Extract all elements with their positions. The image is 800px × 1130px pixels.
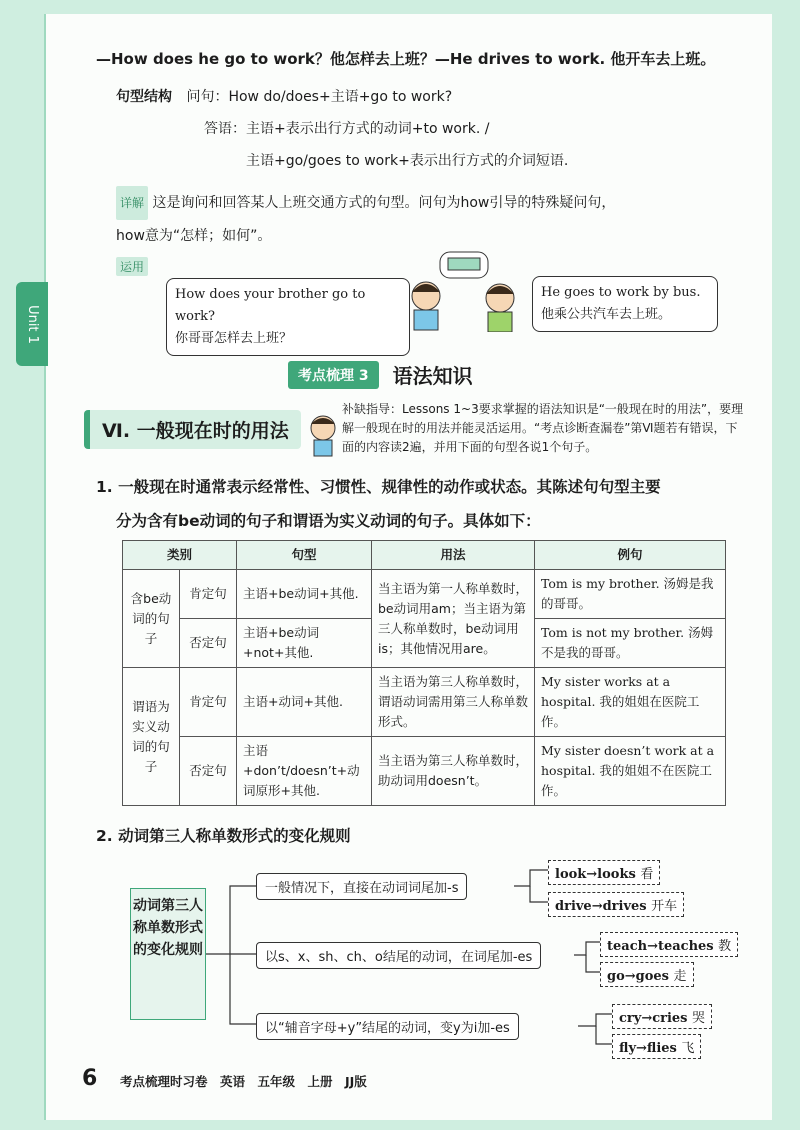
pattern-cell: 主语+动词+其他.	[237, 668, 372, 737]
use-tag: 运用	[116, 257, 148, 276]
page-number: 6	[82, 1066, 98, 1091]
rule-1: 一般情况下，直接在动词词尾加-s	[256, 873, 467, 900]
speech-bubble-left: How does your brother go to work? 你哥哥怎样去上班？	[166, 278, 410, 356]
pattern-cell: 主语+don’t/doesn’t+动词原形+其他.	[237, 737, 372, 806]
rule-3: 以“辅音字母+y”结尾的动词，变y为i加-es	[256, 1013, 519, 1040]
pattern-cell: 主语+be动词+其他.	[237, 570, 372, 619]
structure-question: 句型结构 问句：How do/does+主语+go to work?	[116, 89, 453, 105]
example-cell: Tom is not my brother. 汤姆不是我的哥哥。	[535, 619, 726, 668]
example-drive: drive→drives 开车	[548, 892, 684, 917]
kind-cell: 否定句	[180, 737, 237, 806]
rule-root-box: 动词第三人称单数形式的变化规则	[130, 888, 206, 1020]
footer-text: 考点梳理时习卷 英语 五年级 上册 JJ版	[120, 1074, 367, 1089]
section-title: 语法知识	[392, 364, 473, 388]
item5-heading: —How does he go to work？他怎样去上班？—He drives to work. 他开车去上班。	[96, 50, 716, 68]
example-cell: My sister doesn’t work at a hospital. 我的姐姐不在医院工作。	[535, 737, 726, 806]
usage-cell: 当主语为第三人称单数时，助动词用doesn’t。	[372, 737, 535, 806]
section-badge: 考点梳理 3	[288, 361, 379, 389]
example-cell: My sister works at a hospital. 我的姐姐在医院工作。	[535, 668, 726, 737]
rule-2: 以s、x、sh、ch、o结尾的动词，在词尾加-es	[256, 942, 541, 969]
usage-cell: 当主语为第三人称单数时，谓语动词需用第三人称单数形式。	[372, 668, 535, 737]
th-pattern: 句型	[237, 541, 372, 570]
speech-bubble-right: He goes to work by bus. 他乘公共汽车去上班。	[532, 276, 718, 332]
th-category: 类别	[123, 541, 237, 570]
example-cell: Tom is my brother. 汤姆是我的哥哥。	[535, 570, 726, 619]
point2-title: 2. 动词第三人称单数形式的变化规则	[96, 827, 351, 845]
example-cry: cry→cries 哭	[612, 1004, 712, 1029]
point1-text: 1. 一般现在时通常表示经常性、习惯性、规律性的动作或状态。其陈述句句型主要 分为含有be动词的句子和谓语为实义动词的句子。具体如下：	[96, 478, 661, 530]
pattern-cell: 主语+be动词+not+其他.	[237, 619, 372, 668]
group-be: 含be动词的句子	[123, 570, 180, 668]
structure-label: 句型结构	[116, 89, 172, 105]
th-example: 例句	[535, 541, 726, 570]
part6-note: 补缺指导：Lessons 1~3要求掌握的语法知识是“一般现在时的用法”，要理解一般现在时的用法并能灵活运用。“考点诊断查漏卷”第Ⅵ题若有错误，下面的内容读2遍，并用下面的句型各说1个句子。	[342, 402, 744, 454]
usage-cell: 当主语为第一人称单数时，be动词用am；当主语为第三人称单数时，be动词用is；其他情况用are。	[372, 570, 535, 668]
th-usage: 用法	[372, 541, 535, 570]
structure-answer-2: 主语+go/goes to work+表示出行方式的介词短语.	[246, 153, 569, 169]
example-look: look→looks 看	[548, 860, 660, 885]
unit-side-tab[interactable]: Unit 1	[16, 282, 48, 366]
detail-tag: 详解	[116, 186, 148, 220]
detail-block: 详解 这是询问和回答某人上班交通方式的句型。问句为how引导的特殊疑问句， how意为“怎样；如何”。	[116, 186, 756, 252]
structure-answer-1: 答语：主语+表示出行方式的动词+to work. /	[204, 121, 490, 137]
kind-cell: 肯定句	[180, 570, 237, 619]
kind-cell: 否定句	[180, 619, 237, 668]
example-fly: fly→flies 飞	[612, 1034, 701, 1059]
part6-title: Ⅵ. 一般现在时的用法	[84, 410, 301, 449]
kind-cell: 肯定句	[180, 668, 237, 737]
example-go: go→goes 走	[600, 962, 694, 987]
example-teach: teach→teaches 教	[600, 932, 738, 957]
group-verb: 谓语为实义动词的句子	[123, 668, 180, 806]
